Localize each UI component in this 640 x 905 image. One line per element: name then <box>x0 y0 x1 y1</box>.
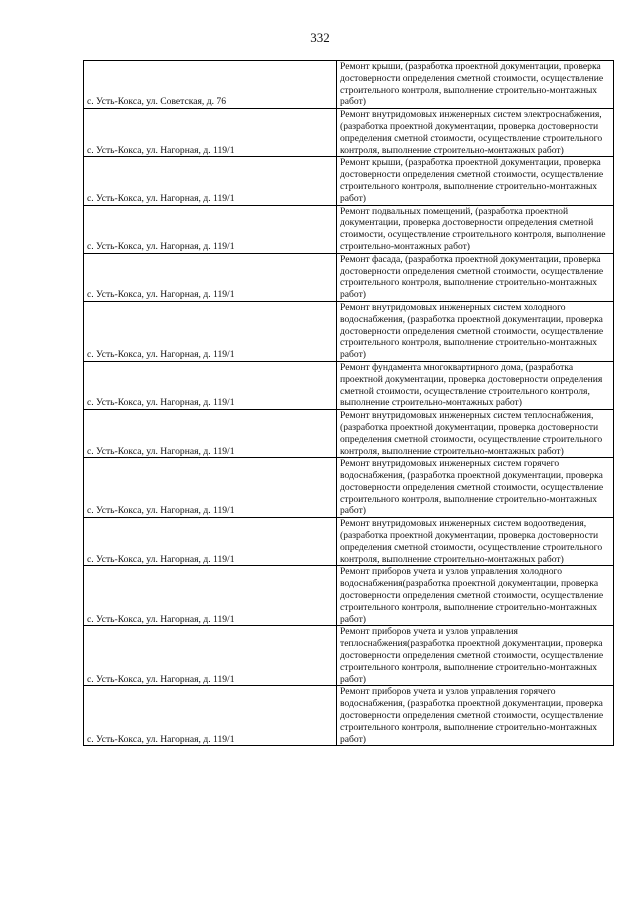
table-row <box>84 253 614 301</box>
table-row <box>84 686 614 746</box>
works-table <box>83 60 614 746</box>
work-description-cell: Ремонт крыши, (разработка проектной документации, проверка достоверности определения сметной стоимости, осуществление строительного контроля, выполнение строительно-монтажных работ) <box>337 61 614 109</box>
table-row <box>84 458 614 518</box>
work-description-cell: Ремонт внутридомовых инженерных систем теплоснабжения, (разработка проектной документации, проверка достоверности определения сметной стоимости, осуществление строительного контроля, выполнение строительно-монтажных работ) <box>337 410 614 458</box>
table-row <box>84 109 614 157</box>
address-cell: с. Усть-Кокса, ул. Нагорная, д. 119/1 <box>84 458 337 518</box>
address-cell: с. Усть-Кокса, ул. Нагорная, д. 119/1 <box>84 301 337 361</box>
table-row <box>84 157 614 205</box>
address-cell: с. Усть-Кокса, ул. Нагорная, д. 119/1 <box>84 566 337 626</box>
work-description-cell: Ремонт внутридомовых инженерных систем водоотведения, (разработка проектной документации, проверка достоверности определения сметной стоимости, осуществление строительного контроля, выполнение строительно-монтажных работ) <box>337 518 614 566</box>
address-cell: с. Усть-Кокса, ул. Нагорная, д. 119/1 <box>84 205 337 253</box>
address-cell: с. Усть-Кокса, ул. Нагорная, д. 119/1 <box>84 518 337 566</box>
address-cell: с. Усть-Кокса, ул. Нагорная, д. 119/1 <box>84 410 337 458</box>
work-description-cell: Ремонт приборов учета и узлов управления горячего водоснабжения, (разработка проектной документации, проверка достоверности определения сметной стоимости, осуществление строительного контроля, выполнение строительно-монтажных работ) <box>337 686 614 746</box>
work-description-cell: Ремонт приборов учета и узлов управления теплоснабжения(разработка проектной документации, проверка достоверности определения сметной стоимости, осуществление строительного контроля, выполнение строительно-монтажных работ) <box>337 626 614 686</box>
address-cell: с. Усть-Кокса, ул. Нагорная, д. 119/1 <box>84 361 337 409</box>
work-description-cell: Ремонт внутридомовых инженерных систем электроснабжения, (разработка проектной документации, проверка достоверности определения сметной стоимости, осуществление строительного контроля, выполнение строительно-монтажных работ) <box>337 109 614 157</box>
work-description-cell: Ремонт фундамента многоквартирного дома, (разработка проектной документации, проверка достоверности определения сметной стоимости, осуществление строительного контроля, выполнение строительно-монтажных работ) <box>337 361 614 409</box>
work-description-cell: Ремонт фасада, (разработка проектной документации, проверка достоверности определения сметной стоимости, осуществление строительного контроля, выполнение строительно-монтажных работ) <box>337 253 614 301</box>
table-row <box>84 410 614 458</box>
address-cell: с. Усть-Кокса, ул. Нагорная, д. 119/1 <box>84 109 337 157</box>
table-row <box>84 301 614 361</box>
work-description-cell: Ремонт внутридомовых инженерных систем холодного водоснабжения, (разработка проектной документации, проверка достоверности определения сметной стоимости, осуществление строительного контроля, выполнение строительно-монтажных работ) <box>337 301 614 361</box>
work-description-cell: Ремонт внутридомовых инженерных систем горячего водоснабжения, (разработка проектной документации, проверка достоверности определения сметной стоимости, осуществление строительного контроля, выполнение строительно-монтажных работ) <box>337 458 614 518</box>
table-row <box>84 361 614 409</box>
address-cell: с. Усть-Кокса, ул. Нагорная, д. 119/1 <box>84 626 337 686</box>
page-number: 332 <box>310 30 330 45</box>
address-cell: с. Усть-Кокса, ул. Советская, д. 76 <box>84 61 337 109</box>
address-cell: с. Усть-Кокса, ул. Нагорная, д. 119/1 <box>84 686 337 746</box>
table-row <box>84 626 614 686</box>
table-row <box>84 518 614 566</box>
address-cell: с. Усть-Кокса, ул. Нагорная, д. 119/1 <box>84 157 337 205</box>
table-row <box>84 61 614 109</box>
work-description-cell: Ремонт крыши, (разработка проектной документации, проверка достоверности определения сметной стоимости, осуществление строительного контроля, выполнение строительно-монтажных работ) <box>337 157 614 205</box>
work-description-cell: Ремонт приборов учета и узлов управления холодного водоснабжения(разработка проектной документации, проверка достоверности определения сметной стоимости, осуществление строительного контроля, выполнение строительно-монтажных работ) <box>337 566 614 626</box>
work-description-cell: Ремонт подвальных помещений, (разработка проектной документации, проверка достоверности определения сметной стоимости, осуществление строительного контроля, выполнение строительно-монтажных работ) <box>337 205 614 253</box>
address-cell: с. Усть-Кокса, ул. Нагорная, д. 119/1 <box>84 253 337 301</box>
table-row <box>84 205 614 253</box>
table-row <box>84 566 614 626</box>
